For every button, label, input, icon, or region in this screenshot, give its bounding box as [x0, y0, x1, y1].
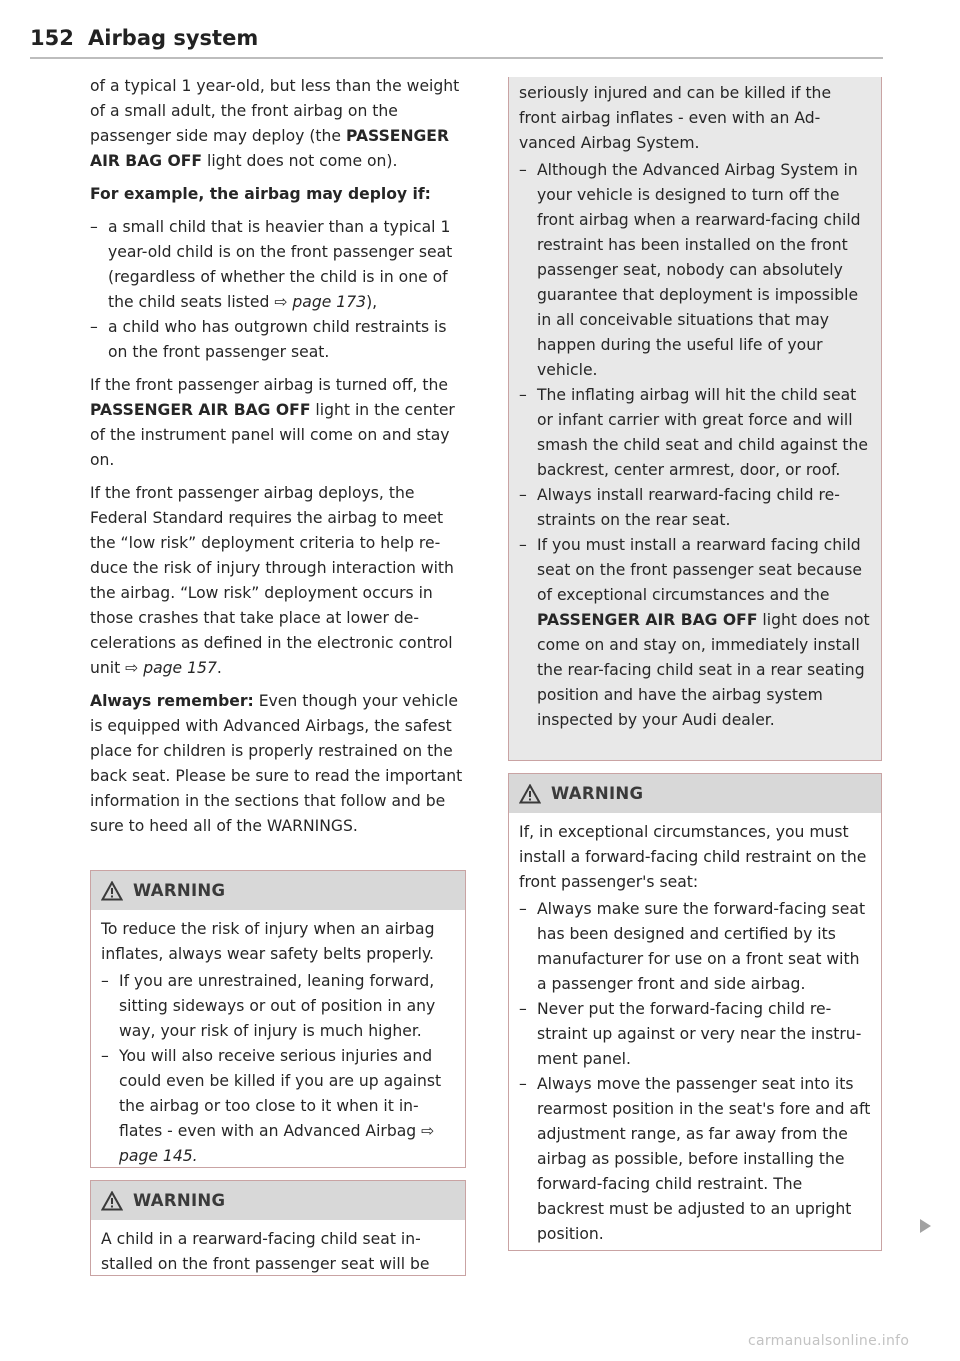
- warning-box-forward-facing-seat: [508, 773, 882, 1251]
- list-item: – Always move the passenger seat into its rearmost position in the seat's fore and aft adjustment range, as far away from the airbag as possible, before installing the forward-facing child restraint. The backrest must be adjusted to an upright position.: [519, 1072, 871, 1247]
- warning-box-rear-facing-seat: [90, 1180, 466, 1276]
- warning-list: [519, 897, 871, 1247]
- page-reference-link[interactable]: ⇨ page 173: [274, 293, 367, 311]
- list-item: – Always make sure the forward-facing seat has been designed and certified by its manufacturer for use on a front seat with a passenger front and side airbag.: [519, 897, 871, 997]
- paragraph-airbag-deploys: If the front passenger airbag deploys, the Federal Standard requires the airbag to meet the “low risk” deployment criteria to help reduce the risk of injury through interaction with the airbag. “Low risk” deployment occurs in those crashes that take place at lower decelerations as defined in the electronic control unit ⇨ page 157.: [90, 484, 454, 677]
- page-header: [30, 26, 883, 56]
- warning-continued-intro: seriously injured and can be killed if the front airbag inflates - even with an Advanced Airbag System.: [519, 84, 832, 152]
- watermark: carmanualsonline.info: [748, 1333, 910, 1349]
- list-item: – Always install rearward-facing child restraints on the rear seat.: [519, 483, 871, 533]
- page-reference-link[interactable]: ⇨ page 145.: [119, 1122, 435, 1165]
- warning-title: WARNING: [551, 784, 644, 803]
- warning-intro: If, in exceptional circumstances, you must install a forward-facing child restraint on the front passenger's seat:: [519, 823, 867, 891]
- warning-intro: To reduce the risk of injury when an airbag inflates, always wear safety belts properly.: [101, 920, 435, 963]
- warning-list: [519, 158, 871, 733]
- paragraph-intro: of a typical 1 year-old, but less than the weight of a small adult, the front airbag on the passenger side may deploy (the PASSENGER AIR BAG OFF light does not come on).: [90, 77, 460, 170]
- warning-body: [509, 813, 881, 1253]
- list-item: – Never put the forward-facing child restraint up against or very near the instrument panel.: [519, 997, 871, 1072]
- warning-body: [91, 910, 465, 1175]
- page-number: 152: [30, 26, 74, 50]
- warning-header: [91, 871, 465, 910]
- warning-box-safety-belts: [90, 870, 466, 1168]
- section-title: Airbag system: [88, 26, 259, 50]
- warning-triangle-icon: [101, 881, 123, 901]
- warning-header: [91, 1181, 465, 1220]
- example-list: [90, 215, 466, 365]
- warning-title: WARNING: [133, 1191, 226, 1210]
- list-item: – If you must install a rearward facing child seat on the front passenger seat because of exceptional circumstances and the PASSENGER AIR BAG OFF light does not come on and stay on, immediately install the rear-facing child seat in a rear seating position and have the airbag system inspected by your Audi dealer.: [519, 533, 871, 733]
- list-item: – a child who has outgrown child restraints is on the front passenger seat.: [90, 315, 466, 365]
- continue-arrow-icon: [920, 1219, 931, 1233]
- warning-intro: A child in a rearward-facing child seat installed on the front passenger seat will be: [101, 1230, 430, 1273]
- example-heading: For example, the airbag may deploy if:: [90, 185, 431, 203]
- warning-list: [101, 969, 455, 1169]
- header-divider: [30, 57, 883, 59]
- warning-body: [91, 1220, 465, 1285]
- list-item: – If you are unrestrained, leaning forward, sitting sideways or out of position in any way, your risk of injury is much higher.: [101, 969, 455, 1044]
- list-item: – The inflating airbag will hit the child seat or infant carrier with great force and will smash the child seat and child against the backrest, center armrest, door, or roof.: [519, 383, 871, 483]
- list-item: – a small child that is heavier than a typical 1 year-old child is on the front passenger seat (regardless of whether the child is in one of the child seats listed ⇨ page 173),: [90, 215, 466, 315]
- warning-title: WARNING: [133, 881, 226, 900]
- page-reference-link[interactable]: ⇨ page 157: [125, 659, 217, 677]
- paragraph-airbag-off: If the front passenger airbag is turned off, the PASSENGER AIR BAG OFF light in the center of the instrument panel will come on and stay on.: [90, 376, 455, 469]
- warning-triangle-icon: [101, 1191, 123, 1211]
- warning-body: [509, 77, 881, 739]
- left-column: [90, 74, 466, 847]
- list-item: – Although the Advanced Airbag System in your vehicle is designed to turn off the front airbag when a rearward-facing child restraint has been installed on the front passenger seat, nobody can absolutely guarantee that deployment is impossible in all conceivable situations that may happen during the useful life of your vehicle.: [519, 158, 871, 383]
- list-item: – You will also receive serious injuries and could even be killed if you are up against the airbag or too close to it when it inflates - even with an Advanced Airbag ⇨ page 145.: [101, 1044, 455, 1169]
- paragraph-always-remember: Always remember: Even though your vehicle is equipped with Advanced Airbags, the safest place for children is properly restrained on the back seat. Please be sure to read the important information in the sections that follow and be sure to heed all of the WARNINGS.: [90, 692, 463, 835]
- warning-header: [509, 774, 881, 813]
- warning-box-continued: [508, 77, 882, 761]
- warning-triangle-icon: [519, 784, 541, 804]
